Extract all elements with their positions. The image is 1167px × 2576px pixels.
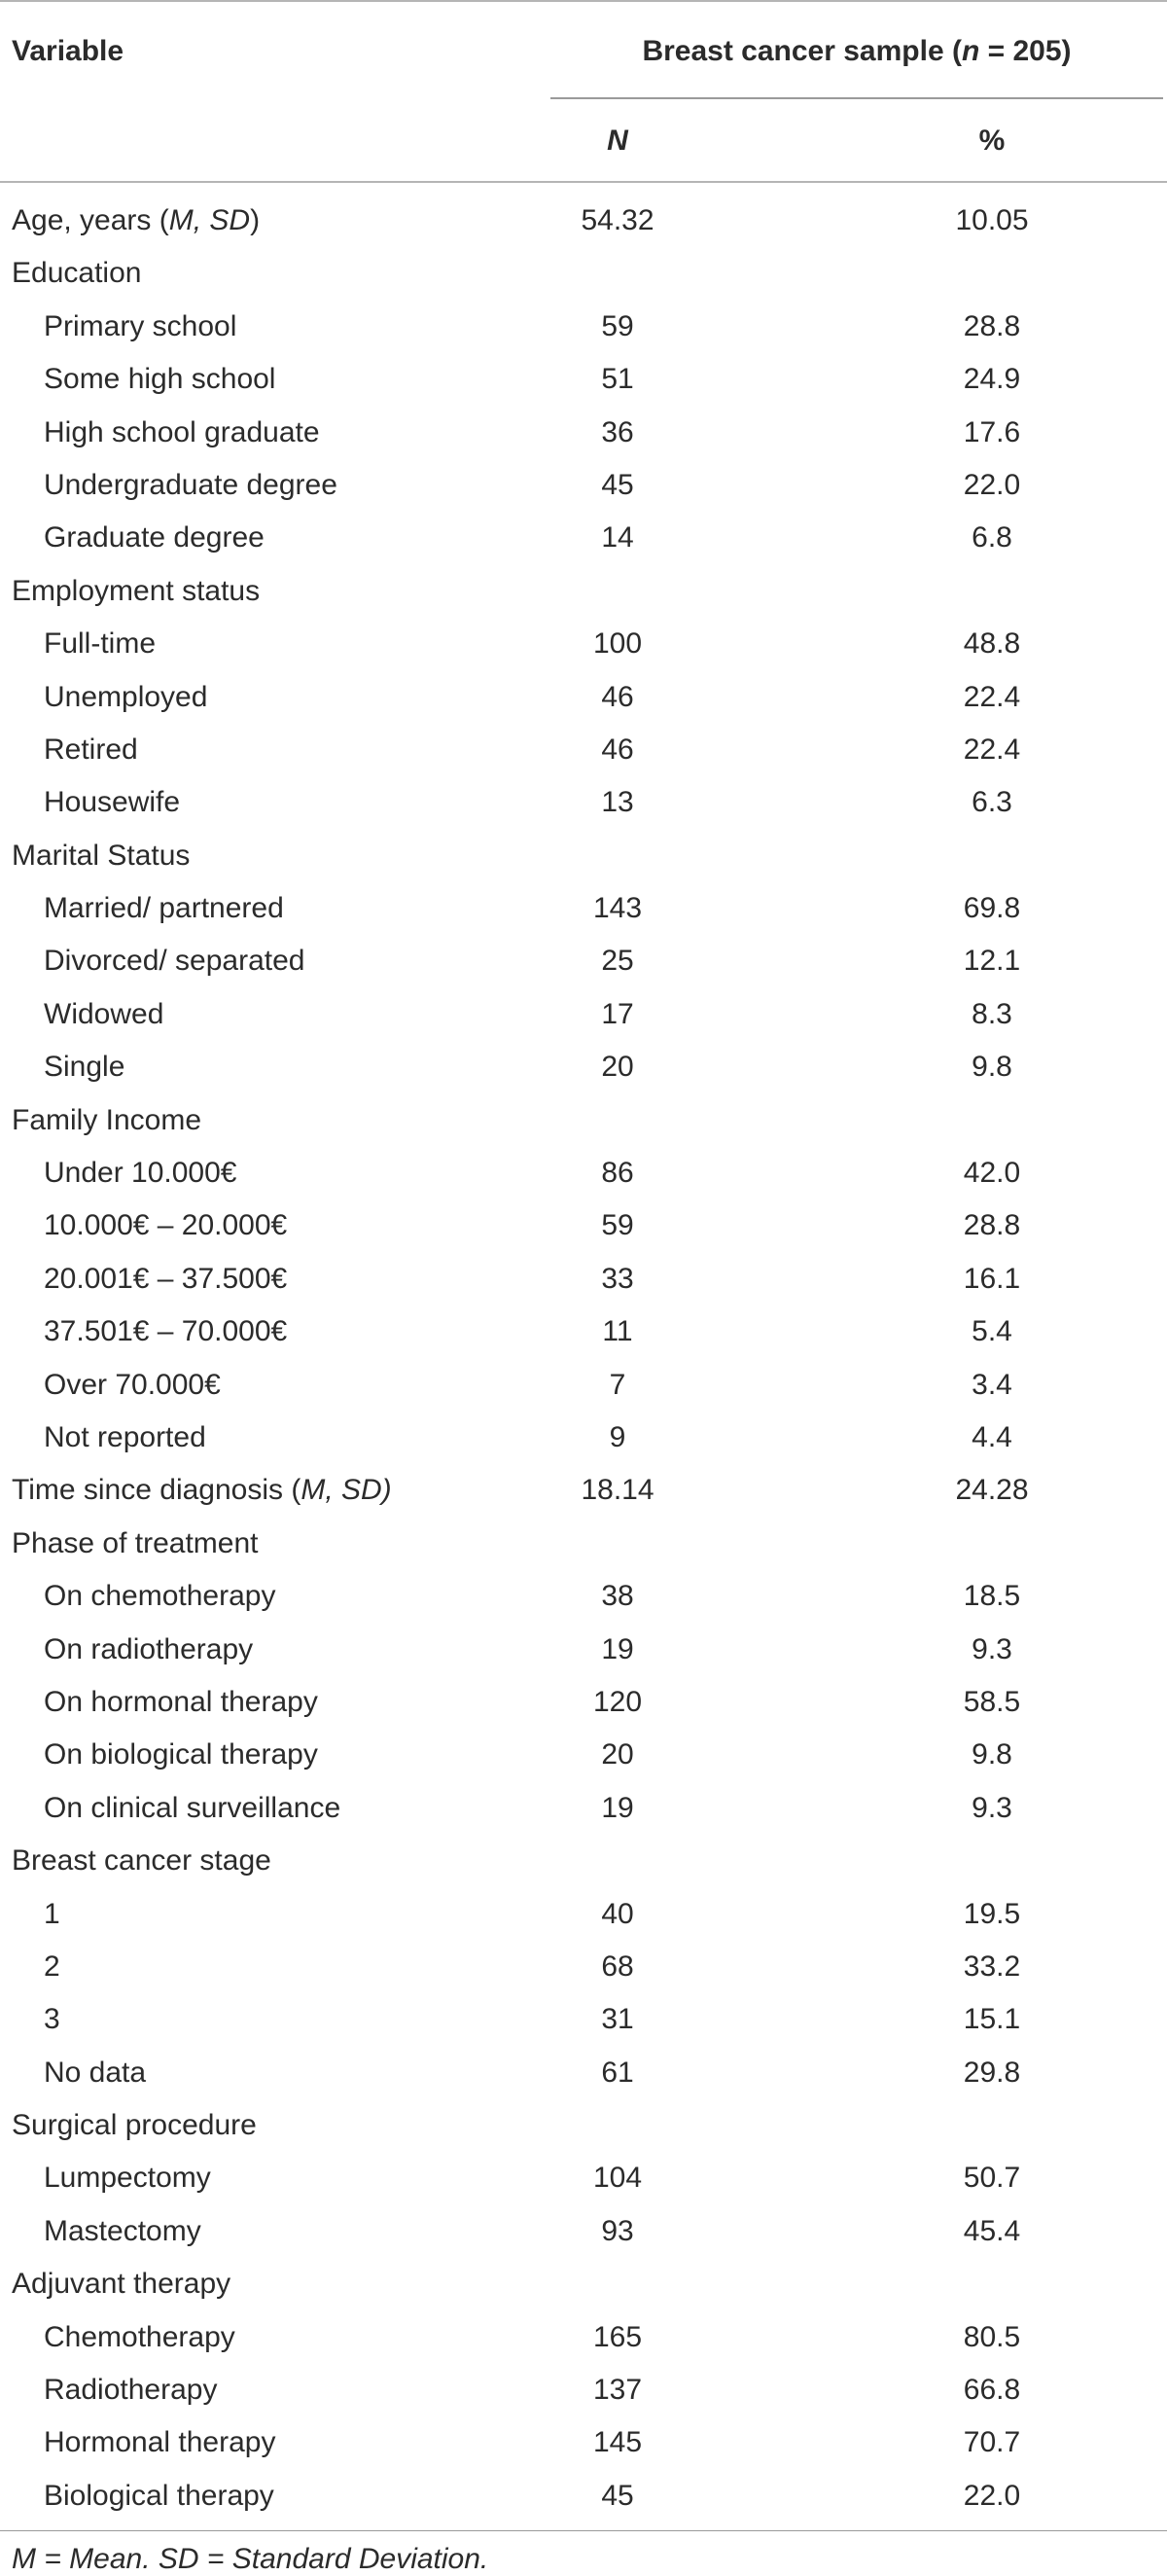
row-label-text: Chemotherapy bbox=[44, 2320, 235, 2353]
row-label bbox=[44, 681, 207, 714]
row-label bbox=[44, 2374, 217, 2407]
table-row bbox=[0, 1572, 1167, 1625]
row-label bbox=[44, 363, 275, 396]
row-label-tail: ) bbox=[250, 204, 261, 236]
row-label bbox=[12, 840, 190, 873]
cell-n: 104 bbox=[592, 2162, 643, 2195]
table-section-row bbox=[0, 197, 1167, 249]
row-label bbox=[44, 1421, 206, 1454]
cell-n: 59 bbox=[601, 1209, 634, 1242]
cell-n: 143 bbox=[592, 892, 643, 925]
row-label-text: Breast cancer stage bbox=[12, 1844, 271, 1878]
table-section-row bbox=[0, 567, 1167, 620]
row-label-text: High school graduate bbox=[44, 415, 320, 448]
row-label-text: On biological therapy bbox=[44, 1738, 318, 1771]
table-row bbox=[0, 2418, 1167, 2471]
table-row bbox=[0, 1307, 1167, 1360]
table-section-row bbox=[0, 832, 1167, 884]
cell-pct: 22.4 bbox=[963, 680, 1021, 713]
cell-n: 86 bbox=[601, 1157, 634, 1190]
cell-pct: 24.28 bbox=[955, 1474, 1029, 1507]
cell-n: 19 bbox=[601, 1632, 634, 1665]
table-row bbox=[0, 673, 1167, 726]
table-row bbox=[0, 1784, 1167, 1837]
header-col-n: N bbox=[607, 125, 628, 157]
table-row bbox=[0, 1255, 1167, 1307]
row-label bbox=[12, 1104, 201, 1137]
table-row bbox=[0, 1361, 1167, 1413]
cell-pct: 3.4 bbox=[972, 1368, 1012, 1401]
row-label-text: Mastectomy bbox=[44, 2214, 201, 2247]
table-row bbox=[0, 1043, 1167, 1095]
row-label-text: 3 bbox=[44, 2003, 60, 2036]
cell-n: 36 bbox=[601, 415, 634, 448]
row-label bbox=[12, 2109, 257, 2142]
table-row bbox=[0, 2472, 1167, 2524]
row-label-text: On chemotherapy bbox=[44, 1580, 276, 1613]
table-row bbox=[0, 409, 1167, 461]
cell-pct: 22.4 bbox=[963, 733, 1021, 766]
row-label-text: Divorced/ separated bbox=[44, 945, 305, 978]
cell-n: 11 bbox=[602, 1315, 633, 1348]
cell-pct: 28.8 bbox=[963, 309, 1021, 342]
row-label bbox=[12, 1844, 271, 1878]
cell-pct: 22.0 bbox=[963, 468, 1021, 501]
table-section-row bbox=[0, 1837, 1167, 1889]
table-row bbox=[0, 1890, 1167, 1943]
cell-pct: 9.8 bbox=[972, 1051, 1012, 1084]
row-label-text: On hormonal therapy bbox=[44, 1685, 318, 1718]
row-label bbox=[44, 469, 337, 502]
table-body bbox=[0, 197, 1167, 2524]
cell-pct: 12.1 bbox=[963, 945, 1021, 978]
cell-n: 33 bbox=[601, 1262, 634, 1295]
cell-pct: 48.8 bbox=[963, 627, 1021, 661]
table-row bbox=[0, 2154, 1167, 2206]
cell-n: 46 bbox=[601, 733, 634, 766]
header-group-rule bbox=[550, 97, 1163, 99]
row-label-text: Education bbox=[12, 257, 142, 290]
cell-n: 18.14 bbox=[581, 1474, 654, 1507]
cell-n: 68 bbox=[601, 1950, 634, 1983]
row-label-text: Single bbox=[44, 1051, 125, 1084]
table-row bbox=[0, 2049, 1167, 2101]
row-label bbox=[44, 998, 163, 1031]
bottom-rule bbox=[0, 2530, 1167, 2531]
row-label bbox=[44, 627, 156, 661]
row-label bbox=[44, 1051, 124, 1084]
row-label-text: Age, years ( bbox=[12, 204, 169, 236]
table-row bbox=[0, 1413, 1167, 1466]
table-section-row bbox=[0, 2260, 1167, 2312]
cell-pct: 33.2 bbox=[963, 1950, 1021, 1983]
cell-pct: 15.1 bbox=[963, 2003, 1021, 2036]
row-label bbox=[44, 1315, 287, 1348]
table-row bbox=[0, 1995, 1167, 2048]
row-label bbox=[44, 1263, 287, 1296]
row-label-text: Housewife bbox=[44, 786, 181, 819]
row-label-text: Unemployed bbox=[44, 680, 208, 713]
table-row bbox=[0, 1731, 1167, 1783]
table-row bbox=[0, 620, 1167, 672]
table-row bbox=[0, 1943, 1167, 1995]
table-section-row bbox=[0, 1466, 1167, 1519]
cell-n: 45 bbox=[601, 2479, 634, 2512]
row-label bbox=[44, 1898, 60, 1931]
cell-n: 145 bbox=[592, 2426, 643, 2459]
cell-pct: 69.8 bbox=[963, 892, 1021, 925]
cell-pct: 9.3 bbox=[972, 1791, 1012, 1824]
cell-n: 51 bbox=[601, 363, 634, 396]
row-label-text: 2 bbox=[44, 1950, 60, 1983]
row-label bbox=[44, 1792, 340, 1825]
cell-n: 59 bbox=[601, 309, 634, 342]
row-label-text: 37.501€ – 70.000€ bbox=[44, 1315, 288, 1348]
cell-n: 165 bbox=[592, 2320, 643, 2353]
table-row bbox=[0, 514, 1167, 566]
row-label bbox=[44, 521, 265, 555]
row-label bbox=[44, 1738, 318, 1771]
cell-pct: 29.8 bbox=[963, 2056, 1021, 2089]
cell-n: 20 bbox=[601, 1051, 634, 1084]
cell-n: 9 bbox=[609, 1420, 626, 1453]
row-label-italic: M, SD bbox=[168, 204, 251, 236]
table-row bbox=[0, 461, 1167, 514]
header-group-n-value: = 205) bbox=[979, 35, 1072, 67]
row-label-text: 1 bbox=[44, 1897, 60, 1930]
row-label bbox=[44, 2162, 211, 2195]
table-section-row bbox=[0, 2101, 1167, 2154]
row-label bbox=[12, 1474, 392, 1507]
cell-pct: 18.5 bbox=[963, 1580, 1021, 1613]
cell-n: 25 bbox=[601, 945, 634, 978]
row-label-text: Phase of treatment bbox=[12, 1526, 259, 1559]
row-label-text: Marital Status bbox=[12, 839, 191, 872]
row-label bbox=[44, 892, 284, 925]
cell-n: 61 bbox=[601, 2056, 634, 2089]
table-row bbox=[0, 303, 1167, 355]
cell-pct: 50.7 bbox=[963, 2162, 1021, 2195]
row-label-text: Over 70.000€ bbox=[44, 1368, 221, 1401]
table-row bbox=[0, 990, 1167, 1043]
row-label bbox=[44, 2057, 146, 2090]
table-row bbox=[0, 2207, 1167, 2260]
row-label-text: Hormonal therapy bbox=[44, 2426, 276, 2459]
row-label-text: Radiotherapy bbox=[44, 2374, 218, 2407]
top-rule bbox=[0, 0, 1167, 2]
row-label bbox=[44, 2480, 274, 2513]
cell-n: 17 bbox=[601, 997, 634, 1030]
table-section-row bbox=[0, 249, 1167, 302]
cell-n: 46 bbox=[601, 680, 634, 713]
table-row bbox=[0, 778, 1167, 831]
row-label bbox=[44, 733, 138, 767]
row-label-text: Widowed bbox=[44, 997, 164, 1030]
row-label bbox=[44, 945, 304, 978]
row-label-text: On radiotherapy bbox=[44, 1632, 254, 1665]
row-label-text: Retired bbox=[44, 733, 138, 766]
row-label bbox=[44, 1157, 237, 1190]
table-row bbox=[0, 1149, 1167, 1201]
header-col-pct: % bbox=[978, 125, 1006, 157]
cell-pct: 5.4 bbox=[972, 1315, 1012, 1348]
cell-pct: 45.4 bbox=[963, 2214, 1021, 2247]
cell-pct: 66.8 bbox=[963, 2374, 1021, 2407]
header-bottom-rule bbox=[0, 181, 1167, 183]
table-row bbox=[0, 2313, 1167, 2366]
table-row bbox=[0, 2366, 1167, 2418]
table-row bbox=[0, 355, 1167, 408]
row-label-text: Graduate degree bbox=[44, 521, 265, 555]
cell-pct: 9.3 bbox=[972, 1632, 1012, 1665]
cell-n: 93 bbox=[601, 2214, 634, 2247]
row-label bbox=[44, 416, 320, 449]
row-label bbox=[44, 2003, 60, 2036]
cell-pct: 22.0 bbox=[963, 2479, 1021, 2512]
cell-pct: 19.5 bbox=[963, 1897, 1021, 1930]
cell-n: 40 bbox=[601, 1897, 634, 1930]
cell-pct: 58.5 bbox=[963, 1685, 1021, 1718]
cell-pct: 17.6 bbox=[963, 415, 1021, 448]
row-label-text: Adjuvant therapy bbox=[12, 2268, 231, 2301]
cell-pct: 4.4 bbox=[972, 1420, 1012, 1453]
table-row bbox=[0, 1626, 1167, 1678]
row-label-text: Not reported bbox=[44, 1420, 206, 1453]
cell-pct: 6.3 bbox=[972, 786, 1012, 819]
row-label-text: Full-time bbox=[44, 627, 157, 661]
row-label bbox=[44, 1686, 318, 1719]
row-label bbox=[12, 2268, 230, 2301]
cell-n: 14 bbox=[601, 521, 634, 555]
row-label bbox=[12, 257, 141, 290]
row-label bbox=[44, 1209, 287, 1242]
row-label-text: Lumpectomy bbox=[44, 2162, 211, 2195]
cell-n: 120 bbox=[592, 1685, 643, 1718]
cell-pct: 16.1 bbox=[963, 1262, 1021, 1295]
cell-pct: 6.8 bbox=[972, 521, 1012, 555]
row-label-text: Family Income bbox=[12, 1103, 202, 1136]
header-group-n-symbol: n bbox=[961, 35, 980, 67]
row-label-text: Primary school bbox=[44, 309, 237, 342]
row-label bbox=[12, 575, 260, 608]
row-label-italic: M, SD) bbox=[301, 1474, 392, 1507]
row-label bbox=[44, 2215, 201, 2248]
table-row bbox=[0, 1678, 1167, 1731]
cell-n: 19 bbox=[601, 1791, 634, 1824]
row-label bbox=[44, 1369, 221, 1402]
row-label-text: Biological therapy bbox=[44, 2479, 274, 2512]
cell-n: 7 bbox=[609, 1368, 626, 1401]
table-section-row bbox=[0, 1520, 1167, 1572]
cell-pct: 8.3 bbox=[972, 997, 1012, 1030]
row-label bbox=[44, 2321, 235, 2354]
cell-pct: 70.7 bbox=[963, 2426, 1021, 2459]
cell-pct: 10.05 bbox=[955, 204, 1029, 236]
cell-pct: 9.8 bbox=[972, 1738, 1012, 1771]
cell-n: 54.32 bbox=[581, 204, 654, 236]
table-row bbox=[0, 884, 1167, 937]
row-label-text: 20.001€ – 37.500€ bbox=[44, 1262, 288, 1295]
row-label-text: 10.000€ – 20.000€ bbox=[44, 1209, 288, 1242]
row-label bbox=[44, 1580, 275, 1613]
header-group-label: Breast cancer sample ( bbox=[642, 35, 962, 67]
header-variable: Variable bbox=[12, 35, 124, 67]
table-row bbox=[0, 937, 1167, 989]
row-label bbox=[44, 1633, 253, 1666]
row-label bbox=[44, 786, 180, 819]
cell-n: 13 bbox=[601, 786, 634, 819]
cell-n: 38 bbox=[601, 1580, 634, 1613]
row-label bbox=[12, 1527, 258, 1560]
header-group bbox=[550, 35, 1163, 68]
cell-n: 20 bbox=[601, 1738, 634, 1771]
row-label-text: On clinical surveillance bbox=[44, 1791, 341, 1824]
row-label-text: No data bbox=[44, 2056, 147, 2089]
cell-n: 31 bbox=[601, 2003, 634, 2036]
row-label bbox=[44, 2426, 275, 2459]
row-label-text: Employment status bbox=[12, 574, 261, 607]
row-label-text: Married/ partnered bbox=[44, 892, 284, 925]
table-row bbox=[0, 1201, 1167, 1254]
row-label bbox=[12, 204, 260, 237]
cell-pct: 42.0 bbox=[963, 1157, 1021, 1190]
row-label-text: Time since diagnosis ( bbox=[12, 1474, 301, 1507]
footnote: M = Mean. SD = Standard Deviation. bbox=[12, 2543, 489, 2575]
cell-pct: 24.9 bbox=[963, 363, 1021, 396]
row-label bbox=[44, 1950, 60, 1984]
row-label-text: Surgical procedure bbox=[12, 2109, 257, 2142]
row-label bbox=[44, 310, 236, 343]
cell-n: 100 bbox=[592, 627, 643, 661]
cell-pct: 28.8 bbox=[963, 1209, 1021, 1242]
row-label-text: Undergraduate degree bbox=[44, 468, 337, 501]
row-label-text: Some high school bbox=[44, 363, 276, 396]
cell-n: 45 bbox=[601, 468, 634, 501]
row-label-text: Under 10.000€ bbox=[44, 1157, 237, 1190]
cell-n: 137 bbox=[592, 2374, 643, 2407]
table-row bbox=[0, 726, 1167, 778]
cell-pct: 80.5 bbox=[963, 2320, 1021, 2353]
table-section-row bbox=[0, 1096, 1167, 1149]
